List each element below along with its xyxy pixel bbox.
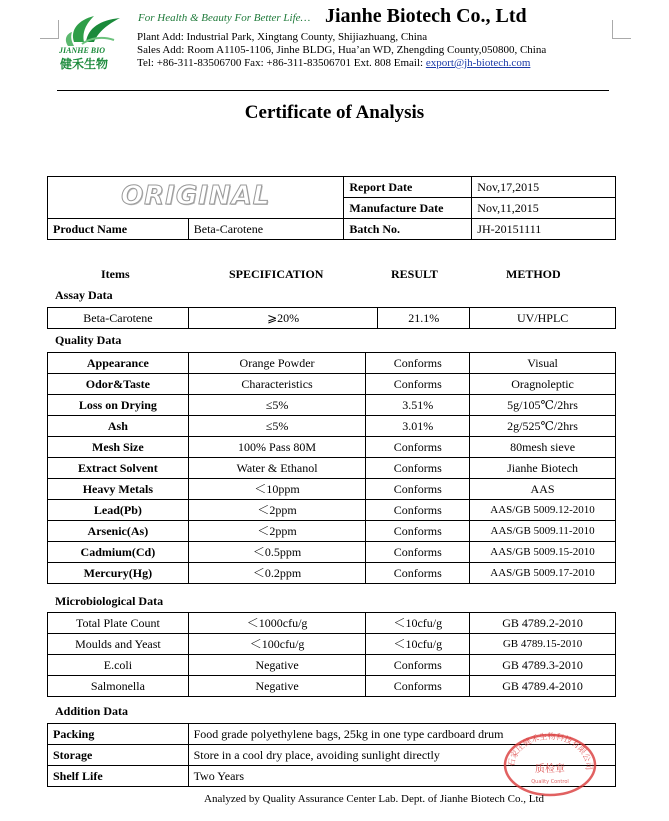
cell-spec: ＜0.5ppm [188, 542, 366, 563]
cell-method: AAS [470, 479, 616, 500]
table-row [48, 479, 616, 500]
cell-spec: Orange Powder [188, 353, 366, 374]
page-corner-mark-right [612, 20, 631, 39]
cell-result: Conforms [366, 437, 470, 458]
addition-section-title: Addition Data [55, 704, 129, 718]
watermark-cell [48, 177, 344, 219]
shelf-life-label: Shelf Life [48, 766, 189, 787]
table-row [48, 308, 616, 329]
cell-item: Cadmium(Cd) [48, 542, 189, 563]
cell-result: Conforms [366, 521, 470, 542]
report-date-value: Nov,17,2015 [472, 177, 616, 198]
cell-result: Conforms [366, 374, 470, 395]
table-row [48, 353, 616, 374]
cell-spec: Characteristics [188, 374, 366, 395]
report-date-label: Report Date [344, 177, 472, 198]
stamp-ring-text: 石家庄健禾生物科技有限公司 [506, 731, 594, 771]
cell-spec: Negative [188, 655, 366, 676]
cell-spec: ≤5% [188, 395, 366, 416]
cell-method: GB 4789.4-2010 [470, 676, 616, 697]
product-name-value: Beta-Carotene [188, 219, 344, 240]
table-row [48, 521, 616, 542]
cell-item: Ash [48, 416, 189, 437]
col-result: RESULT [391, 267, 438, 281]
cell-result: Conforms [366, 479, 470, 500]
cell-method: AAS/GB 5009.12-2010 [470, 500, 616, 521]
page-title: Certificate of Analysis [244, 102, 425, 123]
cell-method: 80mesh sieve [470, 437, 616, 458]
cell-item: Mesh Size [48, 437, 189, 458]
cell-item: Arsenic(As) [48, 521, 189, 542]
cell-method: GB 4789.2-2010 [470, 613, 616, 634]
table-row [48, 395, 616, 416]
cell-item: Salmonella [48, 676, 189, 697]
storage-label: Storage [48, 745, 189, 766]
info-table [47, 176, 616, 240]
cell-item: Total Plate Count [48, 613, 189, 634]
cell-method: 5g/105℃/2hrs [470, 395, 616, 416]
cell-spec: ＜2ppm [188, 521, 366, 542]
cell-method: Oragnoleptic [470, 374, 616, 395]
cell-method: GB 4789.15-2010 [470, 634, 616, 655]
shelf-life-value: Two Years [188, 766, 615, 787]
manufacture-date-value: Nov,11,2015 [472, 198, 616, 219]
cell-spec: 100% Pass 80M [188, 437, 366, 458]
cell-result: 3.51% [366, 395, 470, 416]
table-row [48, 458, 616, 479]
cell-spec: ＜0.2ppm [188, 563, 366, 584]
header-divider [57, 90, 609, 91]
cell-spec: ＜100cfu/g [188, 634, 366, 655]
quality-section-title: Quality Data [55, 333, 122, 347]
plant-address: Plant Add: Industrial Park, Xingtang County, Shijiazhuang, China [137, 31, 428, 43]
cell-spec: ⩾20% [188, 308, 378, 329]
micro-section-title: Microbiological Data [55, 594, 164, 608]
cell-method: UV/HPLC [470, 308, 616, 329]
cell-item: Lead(Pb) [48, 500, 189, 521]
cell-result: 3.01% [366, 416, 470, 437]
manufacture-date-label: Manufacture Date [344, 198, 472, 219]
table-row [48, 655, 616, 676]
cell-item: Appearance [48, 353, 189, 374]
cell-item: Heavy Metals [48, 479, 189, 500]
cell-result: ＜10cfu/g [366, 634, 470, 655]
cell-result: Conforms [366, 542, 470, 563]
logo-chinese-name: 健禾生物 [60, 57, 109, 71]
cell-method: AAS/GB 5009.15-2010 [470, 542, 616, 563]
col-specification: SPECIFICATION [229, 267, 324, 281]
footer-note: Analyzed by Quality Assurance Center Lab. Dept. of Jianhe Biotech Co., Ltd [204, 793, 544, 805]
tagline: For Health & Beauty For Better Life… [138, 12, 311, 24]
cell-item: Odor&Taste [48, 374, 189, 395]
cell-spec: ＜2ppm [188, 500, 366, 521]
contact-text: Tel: +86-311-83506700 Fax: +86-311-83506701 Ext. 808 Email: [137, 57, 426, 69]
batch-value: JH-20151111 [472, 219, 616, 240]
table-row [48, 374, 616, 395]
storage-value: Store in a cool dry place, avoiding sunlight directly [188, 745, 615, 766]
table-row [48, 416, 616, 437]
table-row [48, 676, 616, 697]
quality-control-stamp [500, 727, 600, 797]
col-method: METHOD [506, 267, 561, 281]
contact-line [137, 57, 530, 69]
cell-result: Conforms [366, 458, 470, 479]
cell-result: ＜10cfu/g [366, 613, 470, 634]
cell-spec: ≤5% [188, 416, 366, 437]
cell-method: AAS/GB 5009.11-2010 [470, 521, 616, 542]
cell-spec: ＜1000cfu/g [188, 613, 366, 634]
table-row [48, 563, 616, 584]
cell-item: E.coli [48, 655, 189, 676]
product-name-label: Product Name [48, 219, 189, 240]
table-row [48, 613, 616, 634]
email-link[interactable]: export@jh-biotech.com [425, 57, 531, 69]
cell-item: Extract Solvent [48, 458, 189, 479]
table-row [48, 634, 616, 655]
stamp-sub-text: Quality Control [531, 779, 569, 785]
cell-method: Jianhe Biotech [470, 458, 616, 479]
sales-address: Sales Add: Room A1105-1106, Jinhe BLDG, Hua’an WD, Zhengding County,050800, China [137, 44, 547, 56]
stamp-center-text: 质检章 [535, 764, 565, 775]
cell-item: Beta-Carotene [48, 308, 189, 329]
page-corner-mark-left [40, 20, 59, 39]
cell-spec: Negative [188, 676, 366, 697]
cell-method: 2g/525℃/2hrs [470, 416, 616, 437]
cell-result: Conforms [366, 563, 470, 584]
cell-item: Mercury(Hg) [48, 563, 189, 584]
logo-text: JIANHE BIO [59, 46, 106, 55]
assay-section-title: Assay Data [55, 288, 113, 302]
table-row [48, 437, 616, 458]
cell-method: Visual [470, 353, 616, 374]
packing-label: Packing [48, 724, 189, 745]
assay-table [47, 307, 616, 329]
cell-spec: ＜10ppm [188, 479, 366, 500]
cell-result: Conforms [366, 676, 470, 697]
batch-label: Batch No. [344, 219, 472, 240]
cell-result: Conforms [366, 655, 470, 676]
cell-spec: Water & Ethanol [188, 458, 366, 479]
cell-result: Conforms [366, 353, 470, 374]
cell-item: Moulds and Yeast [48, 634, 189, 655]
cell-result: 21.1% [378, 308, 470, 329]
table-row [48, 542, 616, 563]
cell-item: Loss on Drying [48, 395, 189, 416]
col-items: Items [101, 267, 130, 281]
micro-table [47, 612, 616, 697]
quality-table [47, 352, 616, 584]
packing-value: Food grade polyethylene bags, 25kg in one type cardboard drum [188, 724, 615, 745]
cell-method: AAS/GB 5009.17-2010 [470, 563, 616, 584]
original-watermark: ORIGINAL [121, 180, 271, 211]
cell-result: Conforms [366, 500, 470, 521]
company-name: Jianhe Biotech Co., Ltd [325, 5, 527, 27]
table-row [48, 500, 616, 521]
cell-method: GB 4789.3-2010 [470, 655, 616, 676]
